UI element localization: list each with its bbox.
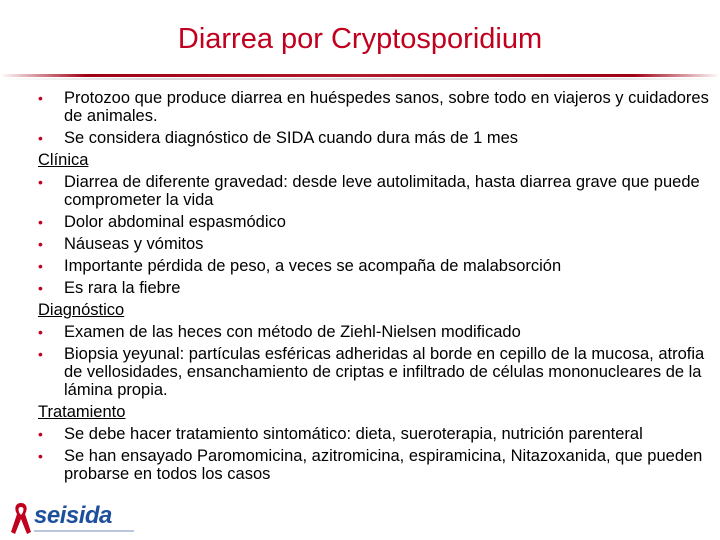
section-heading-diagnostico: Diagnóstico bbox=[38, 301, 125, 319]
diagnostico-item: • Examen de las heces con método de Ziehl-Nielsen modificado bbox=[38, 323, 710, 341]
section-heading-clinica: Clínica bbox=[38, 151, 89, 169]
clinica-item: • Diarrea de diferente gravedad: desde leve autolimitada, hasta diarrea grave que puede comprometer la vida bbox=[38, 173, 710, 209]
tratamiento-item: • Se debe hacer tratamiento sintomático: dieta, sueroterapia, nutrición parenteral bbox=[38, 425, 710, 443]
clinica-item: • Es rara la fiebre bbox=[38, 279, 710, 297]
seisida-logo bbox=[8, 500, 138, 536]
title-divider bbox=[0, 74, 720, 77]
title-divider-shadow bbox=[0, 78, 720, 80]
section-heading-tratamiento: Tratamiento bbox=[38, 403, 126, 421]
logo-underline bbox=[34, 530, 134, 532]
tratamiento-item: • Se han ensayado Paromomicina, azitromicina, espiramicina, Nitazoxanida, que pueden probarse en todos los casos bbox=[38, 447, 710, 483]
intro-item: • Se considera diagnóstico de SIDA cuando dura más de 1 mes bbox=[38, 129, 710, 147]
clinica-item: • Náuseas y vómitos bbox=[38, 235, 710, 253]
diagnostico-item: • Biopsia yeyunal: partículas esféricas adheridas al borde en cepillo de la mucosa, atrofia de vellosidades, ensanchamiento de criptas e infiltrado de células mononucleares de la lámina propia. bbox=[38, 345, 710, 399]
logo-wordmark: seisida bbox=[34, 502, 112, 529]
awareness-ribbon-icon bbox=[8, 500, 34, 536]
slide-body bbox=[38, 89, 710, 487]
clinica-item: • Importante pérdida de peso, a veces se acompaña de malabsorción bbox=[38, 257, 710, 275]
clinica-item: • Dolor abdominal espasmódico bbox=[38, 213, 710, 231]
intro-item: • Protozoo que produce diarrea en huéspedes sanos, sobre todo en viajeros y cuidadores de animales. bbox=[38, 89, 710, 125]
slide-title: Diarrea por Cryptosporidium bbox=[177, 23, 543, 55]
